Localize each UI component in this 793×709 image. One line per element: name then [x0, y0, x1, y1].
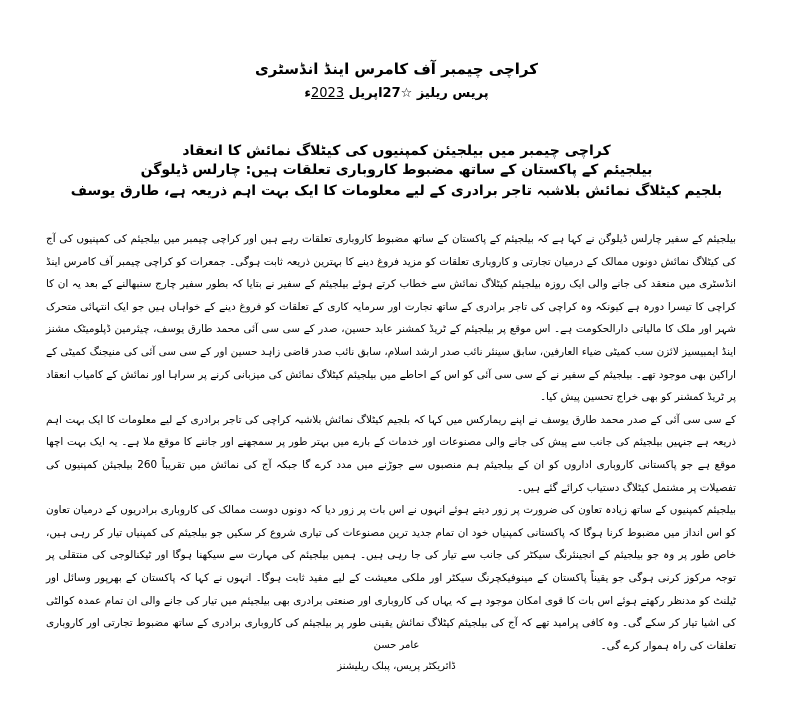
release-label: پریس ریلیز [416, 86, 489, 101]
signatory-name: عامر حسن [373, 640, 420, 651]
headline-3: بلجیم کیٹلاگ نمائش بلاشبہ تاجر برادری کے لیے معلومات کا ایک بہت اہم ذریعہ ہے، طارق یوسف [70, 183, 723, 199]
release-line [0, 86, 793, 101]
headline-1: کراچی چیمبر میں بیلجیئن کمپنیوں کی کیٹلاگ نمائش کا انعقاد [182, 143, 611, 159]
release-day: 27 [382, 86, 401, 101]
release-year-suffix: ء [304, 86, 311, 101]
paragraph-1: بیلجیئم کے سفیر چارلس ڈیلوگن نے کہا ہے کہ بیلجیئم کے پاکستان کے ساتھ مضبوط کاروباری تعلقات رہے ہیں اور کراچی چیمبر میں بیلجیئم کی کمپنیوں کی آج کی کیٹلاگ نمائش دونوں ممالک کے درمیان تجارتی و کاروباری تعلقات کو مزید فروغ دینے کا بہترین ذریعہ ثابت ہوگی۔ جمعرات کو کراچی چیمبر آف کامرس اینڈ انڈسٹری میں منعقد کی جانے والی ایک روزہ بیلجیئم کیٹلاگ نمائش سے خطاب کرتے ہوئے بیلجیئم کے سفیر نے بتایا کہ بطور سفیر چارج سنبھالنے کے بعد یہ ان کا کراچی کا تیسرا دورہ ہے کیونکہ وہ کراچی کی تاجر برادری کے ساتھ تجارت اور سرمایہ کاری کے تعلقات کو فروغ دینے کے خواہاں ہیں جو ایک انتہائی متحرک شہر اور ملک کا مالیاتی دارالحکومت ہے۔ اس موقع پر بیلجیئم کے ٹریڈ کمشنر عابد حسین، صدر کے سی سی آئی محمد طارق یوسف، چیئرمین ڈپلومیٹک مشنز اینڈ ایمبیسیز لائزن سب کمیٹی ضیاء العارفین، سابق سینئر نائب صدر ارشد اسلام، سابق نائب صدر قاضی زاہد حسین اور کے سی سی آئی کی منیجنگ کمیٹی کے اراکین بھی موجود تھے۔ بیلجیئم کے سفیر نے کے سی سی آئی کو اس کے احاطے میں بیلجیئم کیٹلاگ نمائش کی میزبانی کرنے پر سراہا اور نمائش کے کامیاب انعقاد پر ٹریڈ کمشنر کو بھی خراج تحسین پیش کیا۔ [46, 233, 736, 404]
release-year: 2023 [311, 86, 345, 101]
release-month: اپریل [348, 86, 383, 101]
star-icon: ☆ [400, 86, 413, 101]
signatory-title: ڈائریکٹر پریس، پبلک ریلیشنز [337, 661, 456, 672]
paragraph-2: کے سی سی آئی کے صدر محمد طارق یوسف نے اپنے ریمارکس میں کہا کہ بلجیم کیٹلاگ نمائش بلاشبہ کراچی کی تاجر برادری کے لیے معلومات کا ایک بہت اہم ذریعہ ہے جنہیں بیلجیئم کی جانب سے پیش کی جانے والی مصنوعات اور خدمات کے بارے میں بہتر طور پر سمجھنے اور جاننے کا موقع ملا ہے۔ یہ ایک بہت اچھا موقع ہے جو پاکستانی کاروباری اداروں کو ان کے بیلجیئم ہم منصبوں سے جوڑنے میں مدد کرے گا جبکہ آج کی نمائش میں تقریباً 260 بیلجیئن کمپنیوں کی تفصیلات پر مشتمل کیٹلاگ دستیاب کرائے گئے ہیں۔ [46, 413, 736, 494]
headline-2: بیلجیئم کے پاکستان کے ساتھ مضبوط کاروباری تعلقات ہیں: چارلس ڈیلوگن [140, 162, 653, 178]
paragraph-3: بیلجیئم کمپنیوں کے ساتھ زیادہ تعاون کی ضرورت پر زور دیتے ہوئے انہوں نے اس بات پر زور دیا کہ دونوں دوست ممالک کی کاروباری برادریوں کے درمیان تعاون کو اس انداز میں مضبوط کرنا ہوگا کہ پاکستانی کمپنیاں خود ان تمام جدید ترین مصنوعات کی تیاری شروع کر سکیں جو بیلجیئم کی کمپنیاں تیار کر رہی ہیں، خاص طور پر وہ جو بیلجیئم کے انجینئرنگ سیکٹر کی جانب سے تیار کی جا رہی ہیں۔ ہمیں بیلجیئم کی مہارت سے سیکھنا ہوگا اور ٹیکنالوجی کی منتقلی پر توجہ مرکوز کرنی ہوگی جو یقیناً پاکستان کے مینوفیکچرنگ سیکٹر اور ملکی معیشت کے لیے مفید ثابت ہوگا۔ انہوں نے کہا کہ پاکستان کے بھرپور وسائل اور ٹیلنٹ کو مدنظر رکھتے ہوئے اس بات کا قوی امکان موجود ہے کہ یہاں کی کاروباری اور صنعتی برادری بھی بیلجیئم میں تیار کی جانے والی ان تمام عمدہ کوالٹی کی اشیا تیار کر سکے گی۔ وہ کافی پرامید تھے کہ آج کی بیلجیئم کیٹلاگ نمائش یقینی طور پر بیلجیئم کی کاروباری برادری کے ساتھ مضبوط تجارتی اور کاروباری تعلقات کی راہ ہموار کرے گی۔ [46, 504, 736, 652]
article-body [46, 228, 736, 657]
organization-title: کراچی چیمبر آف کامرس اینڈ انڈسٹری [255, 60, 538, 78]
